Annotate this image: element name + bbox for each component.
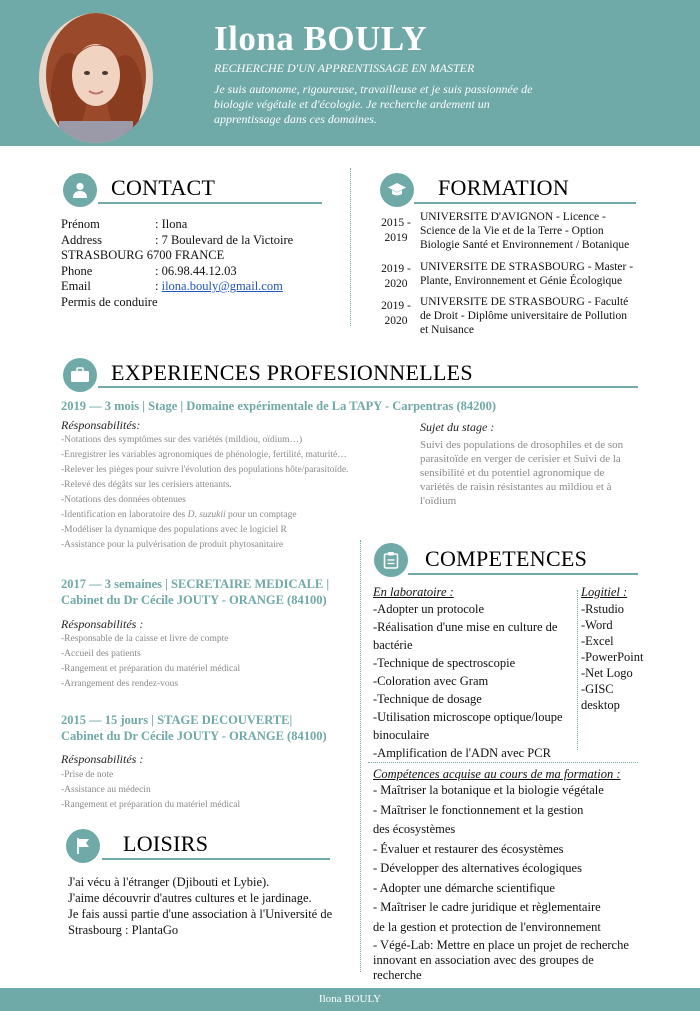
candidate-name: Ilona BOULY bbox=[214, 19, 428, 58]
graduation-cap-icon bbox=[387, 181, 407, 199]
formation-line: Plante, Environnement et Génie Écologique bbox=[420, 275, 623, 287]
acquired-skills-label: Compétences acquise au cours de ma formation : bbox=[373, 767, 621, 781]
vege-lab-line: - Végé-Lab: Mettre en place un projet de recherche bbox=[373, 938, 629, 952]
acquired-skill: de la gestion et protection de l'environnement bbox=[373, 919, 601, 934]
bullet: -Assistance pour la pulvérisation de produit phytosanitaire bbox=[61, 540, 284, 550]
loisirs-line: Je fais aussi partie d'une association à l'Université de bbox=[68, 907, 333, 921]
profile-photo bbox=[39, 13, 153, 143]
software-item: desktop bbox=[581, 698, 620, 712]
year-end: 2020 bbox=[384, 278, 408, 290]
title-line: Cabinet du Dr Cécile JOUTY - ORANGE (84100) bbox=[61, 593, 327, 607]
person-icon bbox=[71, 181, 89, 199]
contact-underline bbox=[98, 202, 322, 204]
contact-email-row bbox=[155, 279, 283, 294]
software-item: -Net Logo bbox=[581, 666, 633, 680]
portrait-image bbox=[39, 13, 153, 143]
formation-line: Science de la Vie et de la Terre - Option bbox=[420, 225, 604, 237]
formation-line: Biologie Santé et Environnement / Botanique bbox=[420, 239, 630, 251]
loisirs-title: LOISIRS bbox=[123, 831, 209, 856]
column-divider bbox=[350, 168, 351, 326]
responsibilities-label: Résponsabilités: bbox=[61, 418, 141, 432]
competences-title: COMPETENCES bbox=[425, 546, 588, 571]
flag-icon bbox=[75, 837, 91, 855]
title-line: 2015 — 15 jours | STAGE DECOUVERTE| bbox=[61, 713, 293, 727]
year-start: 2019 - bbox=[381, 263, 411, 275]
header-tagline bbox=[214, 82, 614, 127]
briefcase-icon bbox=[70, 367, 90, 383]
formation-line: UNIVERSITE D'AVIGNON - Licence - bbox=[420, 211, 606, 223]
skill-item: -Réalisation d'une mise en culture de bbox=[373, 620, 558, 634]
acquired-skills-list bbox=[373, 781, 604, 937]
subject-line: variétés de raisin résistantes au mildiou et à bbox=[420, 481, 612, 493]
contact-key: Prénom bbox=[61, 217, 100, 231]
header-subtitle: RECHERCHE D'UN APPRENTISSAGE EN MASTER bbox=[214, 61, 475, 75]
bullet: -Notations des symptômes sur des variétés (mildiou, oïdium…) bbox=[61, 435, 303, 445]
subject-line: parasitoïde en verger de cerisier et Suivi de la bbox=[420, 453, 621, 465]
experiences-underline bbox=[98, 386, 638, 388]
loisirs-line: J'aime découvrir d'autres cultures et le jardinage. bbox=[68, 891, 312, 905]
loisirs-text bbox=[68, 874, 332, 938]
experiences-section-icon bbox=[63, 358, 97, 392]
bullet: -Modéliser la dynamique des populations avec le logiciel R bbox=[61, 525, 287, 535]
formation-title: FORMATION bbox=[438, 175, 570, 200]
year-start: 2019 - bbox=[381, 300, 411, 312]
vege-lab-line: recherche bbox=[373, 968, 422, 982]
tagline-line: apprentissage dans ces domaines. bbox=[214, 112, 377, 126]
skills-separator bbox=[368, 762, 638, 763]
bullet: -Arrangement des rendez-vous bbox=[61, 679, 179, 689]
acquired-skill: - Développer des alternatives écologiques bbox=[373, 861, 582, 875]
email-link[interactable]: ilona.bouly@gmail.com bbox=[161, 279, 283, 293]
lab-skills-list bbox=[373, 600, 563, 762]
loisirs-underline bbox=[102, 858, 330, 860]
bullet: -Accueil des patients bbox=[61, 649, 141, 659]
footer-bar bbox=[0, 988, 700, 1011]
year-end: 2019 bbox=[384, 232, 408, 244]
software-item: -Word bbox=[581, 618, 613, 632]
experience-1-bullets bbox=[61, 433, 348, 553]
competences-section-icon bbox=[374, 543, 408, 577]
experience-3-title bbox=[61, 712, 327, 744]
formation-item bbox=[420, 295, 642, 337]
skill-item: bactérie bbox=[373, 638, 413, 652]
vege-lab-item bbox=[373, 938, 629, 983]
contact-value: : Ilona bbox=[155, 217, 188, 231]
title-line: 2017 — 3 semaines | SECRETAIRE MEDICALE | bbox=[61, 577, 330, 591]
colon: : bbox=[155, 279, 162, 293]
experiences-title: EXPERIENCES PROFESIONNELLES bbox=[111, 360, 473, 385]
formation-years bbox=[378, 216, 414, 246]
skill-item: -Utilisation microscope optique/loupe bbox=[373, 710, 563, 724]
formation-years bbox=[378, 299, 414, 329]
skill-item: -Technique de spectroscopie bbox=[373, 656, 516, 670]
year-start: 2015 - bbox=[381, 217, 411, 229]
responsibilities-label: Résponsabilités : bbox=[61, 752, 144, 766]
contact-address-line2: STRASBOURG 6700 FRANCE bbox=[61, 248, 225, 262]
contact-section-icon bbox=[63, 173, 97, 207]
tagline-line: Je suis autonome, rigoureuse, travailleuse et je suis passionnée de bbox=[214, 82, 533, 96]
internship-subject-label: Sujet du stage : bbox=[420, 420, 495, 434]
bullet: -Notations des données obtenues bbox=[61, 495, 186, 505]
contact-key: Phone bbox=[61, 264, 93, 278]
experience-3-bullets bbox=[61, 768, 240, 813]
contact-value: : 7 Boulevard de la Victoire bbox=[155, 233, 294, 247]
acquired-skill: - Maîtriser le cadre juridique et règlementaire bbox=[373, 900, 601, 914]
contact-key: Email bbox=[61, 279, 91, 293]
species-name: D. suzukii bbox=[187, 510, 226, 520]
formation-underline bbox=[414, 202, 636, 204]
skill-item: -Adopter un protocole bbox=[373, 602, 485, 616]
responsibilities-label: Résponsabilités : bbox=[61, 617, 144, 631]
bullet: -Relevé des dégâts sur les cerisiers attenants. bbox=[61, 480, 232, 490]
competences-underline bbox=[408, 573, 638, 575]
driving-license: Permis de conduire bbox=[61, 295, 158, 309]
lab-skills-label: En laboratoire : bbox=[373, 585, 454, 599]
experience-2-title bbox=[61, 576, 329, 608]
acquired-skill: - Adopter une démarche scientifique bbox=[373, 880, 555, 895]
loisirs-section-icon bbox=[66, 829, 100, 863]
formation-line: de Droit - Diplôme universitaire de Pollution bbox=[420, 310, 627, 322]
bullet-text: -Identification en laboratoire des bbox=[61, 510, 188, 520]
bullet-text: pour un comptage bbox=[225, 510, 297, 520]
internship-subject bbox=[420, 438, 638, 508]
contact-phone: : 06.98.44.12.03 bbox=[155, 264, 237, 278]
skill-item: -Coloration avec Gram bbox=[373, 674, 489, 688]
title-line: Cabinet du Dr Cécile JOUTY - ORANGE (84100) bbox=[61, 729, 327, 743]
tagline-line: biologie végétale et d'écologie. Je recherche ardement un bbox=[214, 97, 490, 111]
software-item: -PowerPoint bbox=[581, 650, 644, 664]
formation-line: UNIVERSITE DE STRASBOURG - Faculté bbox=[420, 296, 629, 308]
bullet: -Assistance au médecin bbox=[61, 785, 151, 795]
column-divider bbox=[360, 540, 361, 972]
bullet: -Rangement et préparation du matériel médical bbox=[61, 800, 241, 810]
experience-1-title: 2019 — 3 mois | Stage | Domaine expérimentale de La TAPY - Carpentras (84200) bbox=[61, 399, 497, 413]
loisirs-line: Strasbourg : PlantaGo bbox=[68, 923, 179, 937]
acquired-skill: des écosystèmes bbox=[373, 822, 456, 836]
bullet: -Prise de note bbox=[61, 770, 114, 780]
footer-name: Ilona BOULY bbox=[318, 993, 382, 1005]
skill-item: binoculaire bbox=[373, 728, 430, 742]
experience-2-bullets bbox=[61, 632, 240, 692]
subject-line: sensibilité et du potentiel agronomique de bbox=[420, 467, 605, 479]
acquired-skill: - Maîtriser la botanique et la biologie végétale bbox=[373, 783, 604, 797]
bullet: -Rangement et préparation du matériel médical bbox=[61, 664, 241, 674]
clipboard-icon bbox=[383, 551, 399, 569]
bullet: -Enregistrer les variables agronomiques de phénologie, fertilité, maturité… bbox=[61, 450, 347, 460]
contact-title: CONTACT bbox=[111, 175, 216, 200]
formation-line: et Nuisance bbox=[420, 324, 474, 336]
loisirs-line: J'ai vécu à l'étranger (Djibouti et Lybie). bbox=[68, 875, 270, 889]
bullet: -Relever les pièges pour suivre l'évolution des populations hôte/parasitoïde. bbox=[61, 465, 349, 475]
software-item: -Rstudio bbox=[581, 602, 625, 616]
formation-section-icon bbox=[380, 173, 414, 207]
formation-years bbox=[378, 262, 414, 292]
subject-line: Suivi des populations de drosophiles et de son bbox=[420, 439, 624, 451]
formation-item bbox=[420, 210, 642, 252]
subject-line: l'oïdium bbox=[420, 495, 457, 507]
year-end: 2020 bbox=[384, 315, 408, 327]
acquired-skill: - Évaluer et restaurer des écosystèmes bbox=[373, 841, 564, 856]
formation-item bbox=[420, 260, 642, 288]
contact-key: Address bbox=[61, 233, 102, 247]
software-label: Logitiel : bbox=[581, 585, 628, 599]
software-divider bbox=[577, 590, 578, 750]
software-item: -GISC bbox=[581, 682, 614, 696]
bullet bbox=[61, 508, 348, 523]
bullet: -Responsable de la caisse et livre de compte bbox=[61, 634, 229, 644]
software-list bbox=[581, 601, 644, 713]
software-item: -Excel bbox=[581, 634, 614, 648]
acquired-skill: - Maîtriser le fonctionnement et la gestion bbox=[373, 802, 584, 817]
formation-line: UNIVERSITE DE STRASBOURG - Master - bbox=[420, 261, 634, 273]
skill-item: -Amplification de l'ADN avec PCR bbox=[373, 746, 551, 760]
vege-lab-line: innovant en association avec des groupes de bbox=[373, 953, 594, 967]
skill-item: -Technique de dosage bbox=[373, 692, 482, 706]
